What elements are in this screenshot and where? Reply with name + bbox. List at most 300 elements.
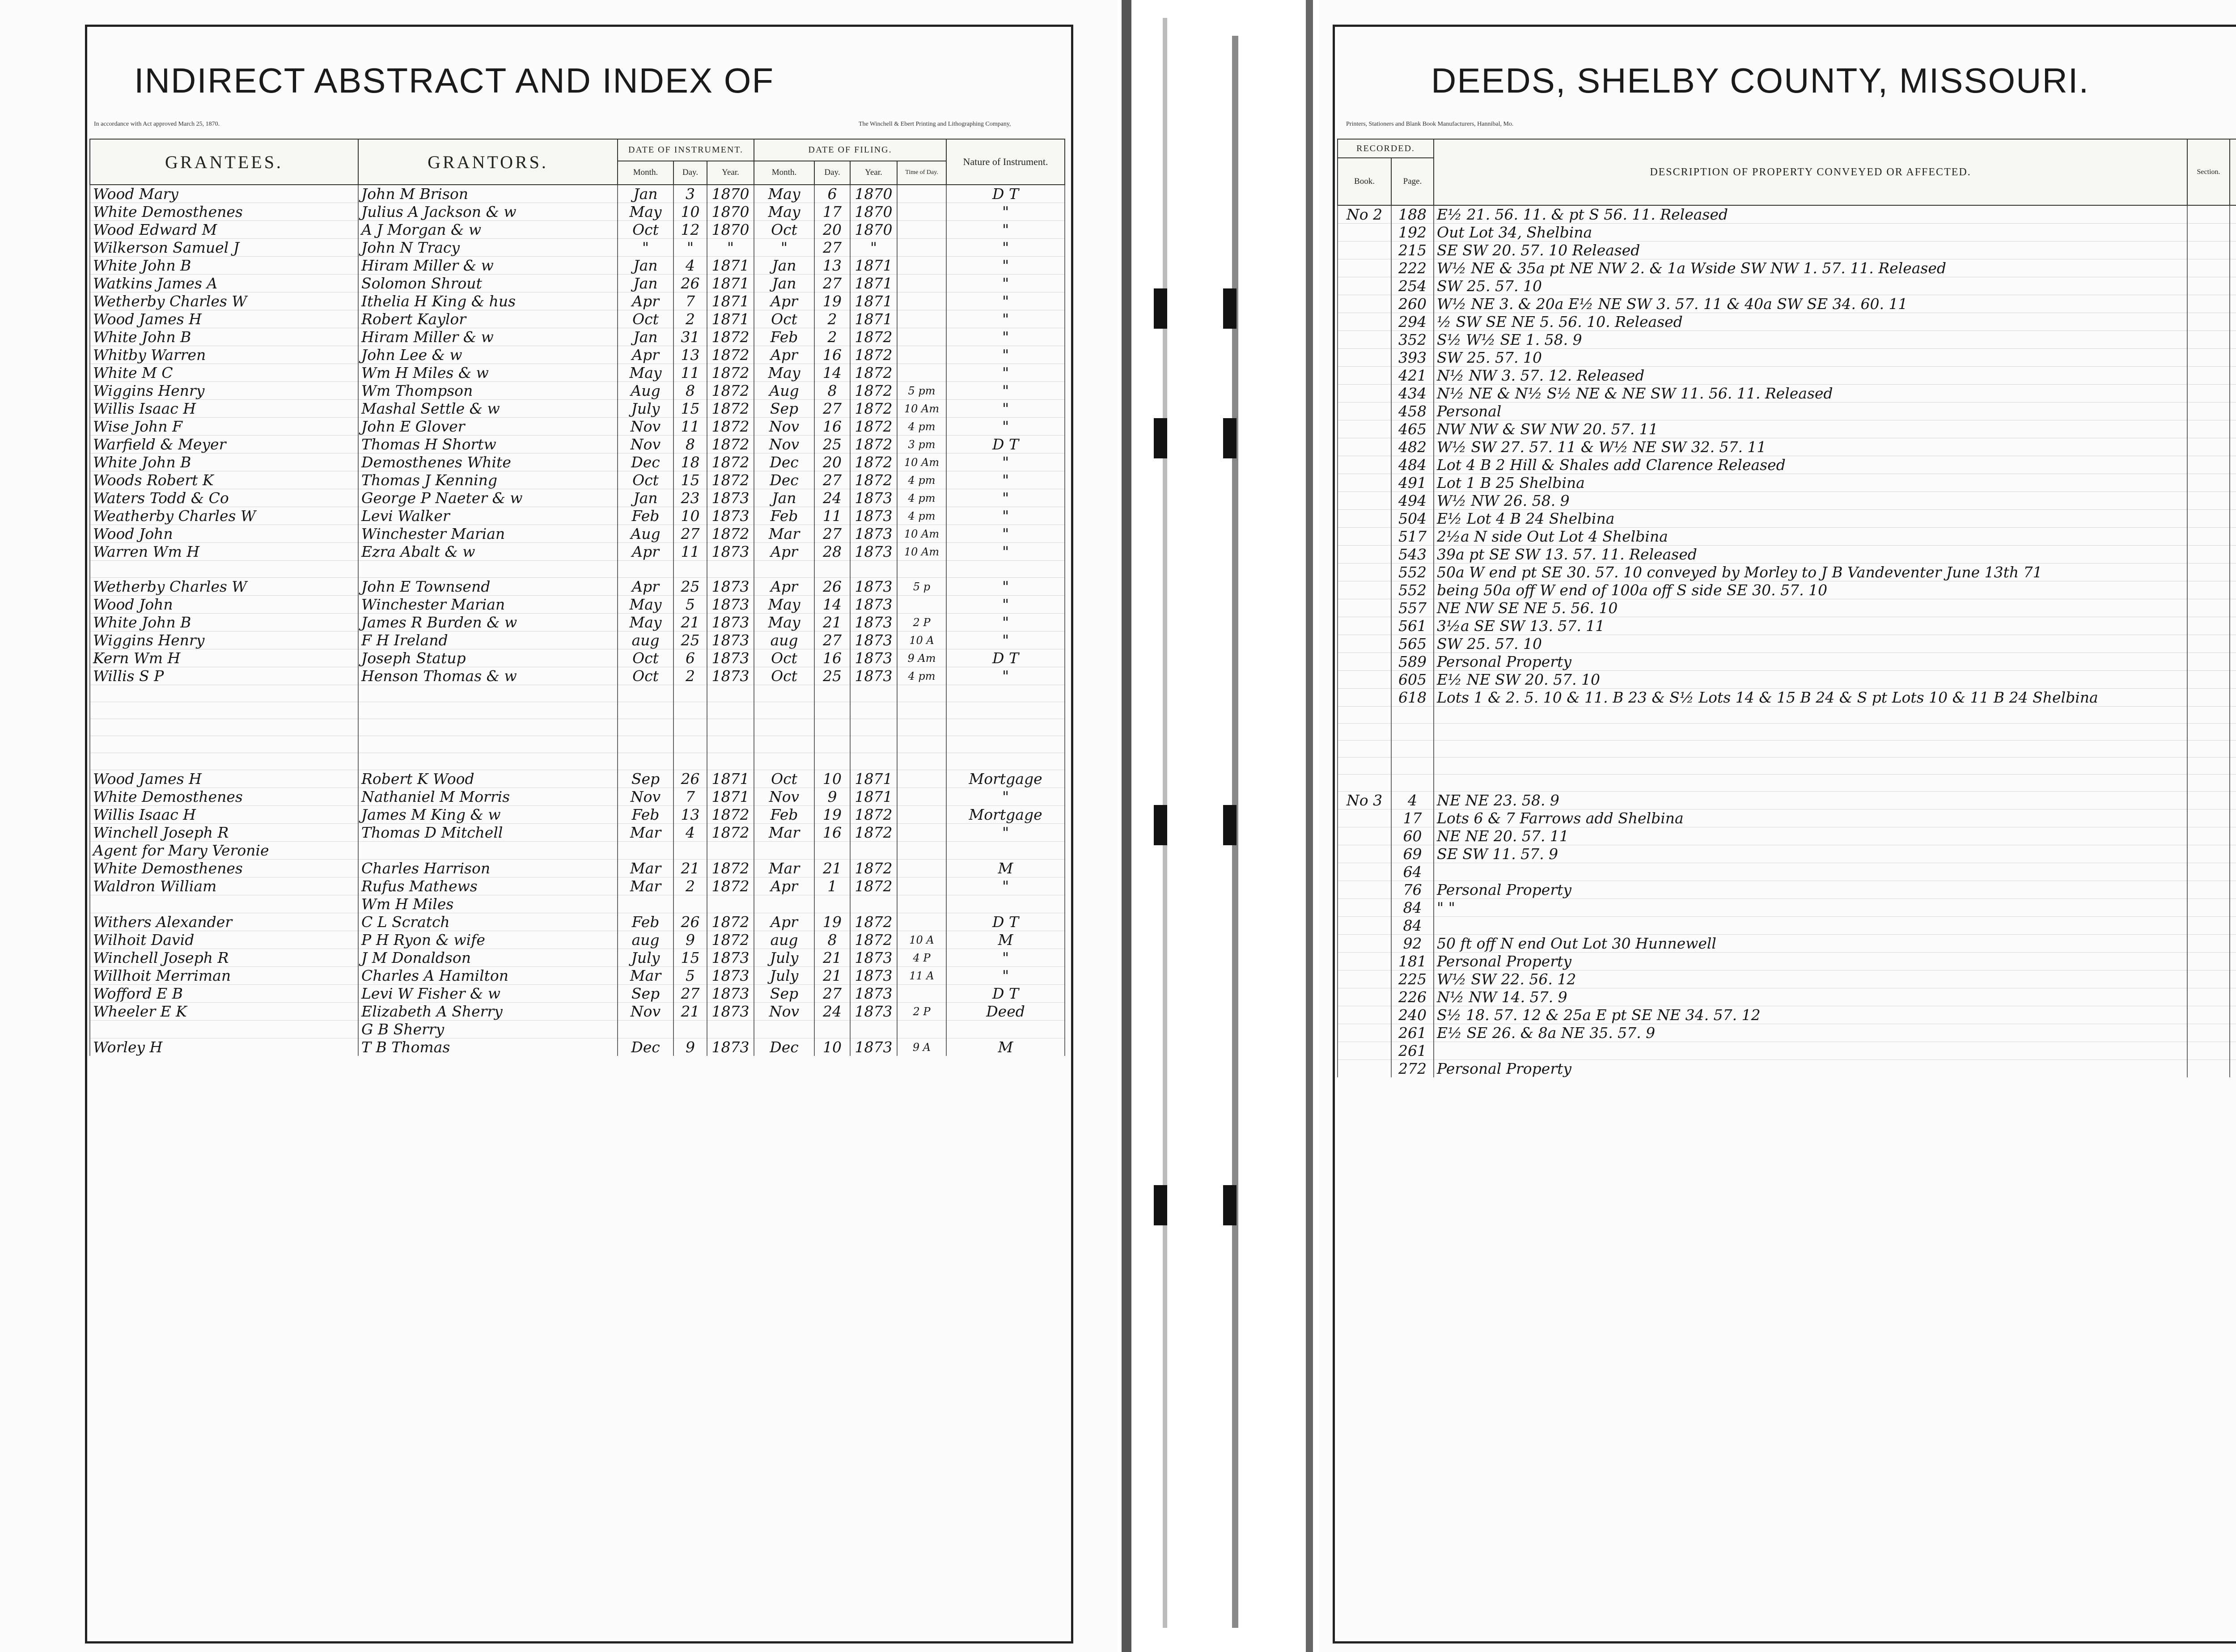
- table-row: [90, 702, 1065, 719]
- filing-month-cell: Dec: [754, 1038, 814, 1056]
- grantor-cell: Robert Kaylor: [358, 310, 618, 328]
- grantee-cell: Wheeler E K: [90, 1003, 358, 1021]
- time-of-day-cell: [897, 895, 946, 913]
- filing-month-cell: Nov: [754, 436, 814, 453]
- instrument-month-cell: Jan: [618, 257, 673, 275]
- book-cell: [1338, 1006, 1391, 1024]
- table-row: [1338, 402, 2236, 420]
- header-description: DESCRIPTION OF PROPERTY CONVEYED OR AFFECTED.: [1434, 139, 2187, 205]
- instrument-year-cell: [707, 561, 754, 578]
- instrument-day-cell: 26: [673, 275, 707, 292]
- instrument-day-cell: 23: [673, 489, 707, 507]
- section-cell: [2187, 863, 2230, 881]
- township-cell: [2230, 775, 2236, 792]
- description-cell: E½ 21. 56. 11. & pt S 56. 11. Released: [1434, 205, 2187, 224]
- description-cell: NW NW & SW NW 20. 57. 11: [1434, 420, 2187, 438]
- township-cell: [2230, 953, 2236, 970]
- table-row: [1338, 581, 2236, 599]
- filing-month-cell: Nov: [754, 418, 814, 436]
- act-note: In accordance with Act approved March 25, 1870.: [94, 121, 220, 127]
- grantee-cell: White John B: [90, 614, 358, 631]
- filing-year-cell: 1872: [850, 346, 897, 364]
- nature-cell: ": [946, 877, 1065, 895]
- instrument-year-cell: 1871: [707, 770, 754, 788]
- instrument-year-cell: 1872: [707, 860, 754, 877]
- instrument-year-cell: [707, 719, 754, 736]
- time-of-day-cell: [897, 310, 946, 328]
- filing-year-cell: ": [850, 239, 897, 257]
- page-cell: 494: [1391, 492, 1434, 510]
- table-row: [1338, 741, 2236, 758]
- time-of-day-cell: [897, 203, 946, 221]
- filing-year-cell: 1873: [850, 614, 897, 631]
- instrument-month-cell: [618, 685, 673, 702]
- instrument-year-cell: [707, 842, 754, 860]
- filing-day-cell: 26: [814, 578, 850, 596]
- filing-year-cell: [850, 895, 897, 913]
- filing-month-cell: [754, 842, 814, 860]
- table-row: [90, 824, 1065, 842]
- instrument-day-cell: [673, 561, 707, 578]
- nature-cell: ": [946, 967, 1065, 985]
- page-cell: 543: [1391, 546, 1434, 563]
- time-of-day-cell: 4 pm: [897, 418, 946, 436]
- section-cell: [2187, 528, 2230, 546]
- header-nature-of-instrument: Nature of Instrument.: [946, 139, 1065, 185]
- section-cell: [2187, 259, 2230, 277]
- township-cell: [2230, 758, 2236, 775]
- table-row: [90, 877, 1065, 895]
- right-ledger-body: [1338, 205, 2236, 1077]
- time-of-day-cell: [897, 985, 946, 1003]
- grantee-cell: Wetherby Charles W: [90, 578, 358, 596]
- book-cell: [1338, 899, 1391, 917]
- instrument-year-cell: 1872: [707, 346, 754, 364]
- instrument-year-cell: 1872: [707, 806, 754, 824]
- table-row: [1338, 653, 2236, 671]
- time-of-day-cell: 10 Am: [897, 453, 946, 471]
- book-cell: [1338, 528, 1391, 546]
- nature-cell: [946, 753, 1065, 770]
- table-row: [90, 436, 1065, 453]
- page-cell: 393: [1391, 349, 1434, 367]
- filing-month-cell: May: [754, 364, 814, 382]
- township-cell: [2230, 205, 2236, 224]
- instrument-day-cell: 7: [673, 292, 707, 310]
- nature-cell: ": [946, 949, 1065, 967]
- table-row: [90, 578, 1065, 596]
- instrument-year-cell: 1873: [707, 667, 754, 685]
- filing-month-cell: Feb: [754, 507, 814, 525]
- table-row: [1338, 1024, 2236, 1042]
- description-cell: 3½a SE SW 13. 57. 11: [1434, 617, 2187, 635]
- township-cell: [2230, 241, 2236, 259]
- section-cell: [2187, 671, 2230, 689]
- filing-year-cell: 1872: [850, 328, 897, 346]
- description-cell: S½ W½ SE 1. 58. 9: [1434, 331, 2187, 349]
- filing-day-cell: 25: [814, 436, 850, 453]
- section-cell: [2187, 295, 2230, 313]
- instrument-year-cell: [707, 1021, 754, 1038]
- table-row: [1338, 758, 2236, 775]
- table-row: [90, 860, 1065, 877]
- description-cell: NE NE 20. 57. 11: [1434, 827, 2187, 845]
- book-cell: [1338, 456, 1391, 474]
- table-row: [1338, 689, 2236, 707]
- instrument-year-cell: [707, 685, 754, 702]
- nature-cell: ": [946, 239, 1065, 257]
- filing-day-cell: 1: [814, 877, 850, 895]
- description-cell: Personal Property: [1434, 653, 2187, 671]
- instrument-day-cell: 11: [673, 543, 707, 561]
- section-cell: [2187, 758, 2230, 775]
- description-cell: being 50a off W end of 100a off S side SE 30. 57. 10: [1434, 581, 2187, 599]
- filing-month-cell: Sep: [754, 985, 814, 1003]
- instrument-year-cell: 1873: [707, 578, 754, 596]
- grantee-cell: Wood Mary: [90, 185, 358, 203]
- page-cell: [1391, 707, 1434, 724]
- filing-year-cell: 1870: [850, 203, 897, 221]
- book-cell: [1338, 313, 1391, 331]
- filing-year-cell: [850, 685, 897, 702]
- time-of-day-cell: [897, 561, 946, 578]
- instrument-year-cell: 1873: [707, 949, 754, 967]
- time-of-day-cell: [897, 185, 946, 203]
- filing-month-cell: [754, 685, 814, 702]
- table-row: [1338, 438, 2236, 456]
- grantor-cell: [358, 736, 618, 753]
- instrument-day-cell: 15: [673, 949, 707, 967]
- description-cell: N½ NW 3. 57. 12. Released: [1434, 367, 2187, 385]
- grantor-cell: Rufus Mathews: [358, 877, 618, 895]
- township-cell: [2230, 563, 2236, 581]
- page-cell: 192: [1391, 224, 1434, 241]
- page-cell: 561: [1391, 617, 1434, 635]
- nature-cell: ": [946, 364, 1065, 382]
- instrument-month-cell: Oct: [618, 649, 673, 667]
- nature-cell: ": [946, 310, 1065, 328]
- filing-month-cell: Nov: [754, 788, 814, 806]
- book-cell: No 3: [1338, 792, 1391, 809]
- township-cell: [2230, 970, 2236, 988]
- grantee-cell: Withers Alexander: [90, 913, 358, 931]
- description-cell: Lots 1 & 2. 5. 10 & 11. B 23 & S½ Lots 14 & 15 B 24 & S pt Lots 10 & 11 B 24 Shelbina: [1434, 689, 2187, 707]
- time-of-day-cell: [897, 877, 946, 895]
- table-row: [90, 685, 1065, 702]
- grantee-cell: [90, 895, 358, 913]
- nature-cell: [946, 736, 1065, 753]
- filing-day-cell: 21: [814, 967, 850, 985]
- grantor-cell: G B Sherry: [358, 1021, 618, 1038]
- instrument-year-cell: 1873: [707, 1038, 754, 1056]
- table-row: [90, 913, 1065, 931]
- table-row: [1338, 635, 2236, 653]
- nature-cell: ": [946, 257, 1065, 275]
- grantor-cell: James M King & w: [358, 806, 618, 824]
- filing-year-cell: 1873: [850, 596, 897, 614]
- book-cell: [1338, 402, 1391, 420]
- description-cell: SW 25. 57. 10: [1434, 349, 2187, 367]
- book-cell: [1338, 241, 1391, 259]
- instrument-year-cell: ": [707, 239, 754, 257]
- instrument-year-cell: [707, 753, 754, 770]
- instrument-year-cell: 1872: [707, 913, 754, 931]
- grantee-cell: White Demosthenes: [90, 203, 358, 221]
- grantee-cell: Willhoit Merriman: [90, 967, 358, 985]
- instrument-month-cell: Apr: [618, 543, 673, 561]
- table-row: [90, 770, 1065, 788]
- filing-day-cell: 14: [814, 596, 850, 614]
- township-cell: [2230, 809, 2236, 827]
- left-ledger-table: [89, 139, 1065, 1056]
- section-cell: [2187, 224, 2230, 241]
- filing-month-cell: Apr: [754, 346, 814, 364]
- time-of-day-cell: 3 pm: [897, 436, 946, 453]
- left-page-edge: [1122, 0, 1131, 1652]
- description-cell: 39a pt SE SW 13. 57. 11. Released: [1434, 546, 2187, 563]
- book-cell: [1338, 988, 1391, 1006]
- instrument-month-cell: Mar: [618, 877, 673, 895]
- instrument-month-cell: [618, 736, 673, 753]
- grantor-cell: Hiram Miller & w: [358, 328, 618, 346]
- book-cell: [1338, 917, 1391, 935]
- nature-cell: ": [946, 543, 1065, 561]
- filing-year-cell: [850, 842, 897, 860]
- section-cell: [2187, 970, 2230, 988]
- binding-mark: [1223, 418, 1237, 458]
- page-cell: 504: [1391, 510, 1434, 528]
- table-row: [90, 719, 1065, 736]
- instrument-month-cell: Nov: [618, 418, 673, 436]
- description-cell: ½ SW SE NE 5. 56. 10. Released: [1434, 313, 2187, 331]
- instrument-month-cell: [618, 842, 673, 860]
- filing-year-cell: 1873: [850, 667, 897, 685]
- table-row: [90, 1038, 1065, 1056]
- table-row: [90, 489, 1065, 507]
- book-cell: [1338, 775, 1391, 792]
- header-time-of-day: Time of Day.: [897, 161, 946, 185]
- township-cell: [2230, 935, 2236, 953]
- filing-day-cell: 28: [814, 543, 850, 561]
- section-cell: [2187, 1024, 2230, 1042]
- description-cell: 50a W end pt SE 30. 57. 10 conveyed by Morley to J B Vandeventer June 13th 71: [1434, 563, 2187, 581]
- nature-cell: ": [946, 203, 1065, 221]
- table-row: [1338, 827, 2236, 845]
- table-row: [90, 328, 1065, 346]
- page-cell: 92: [1391, 935, 1434, 953]
- table-row: [90, 203, 1065, 221]
- filing-month-cell: Oct: [754, 667, 814, 685]
- section-cell: [2187, 474, 2230, 492]
- section-cell: [2187, 492, 2230, 510]
- instrument-day-cell: 26: [673, 913, 707, 931]
- filing-day-cell: 2: [814, 328, 850, 346]
- filing-month-cell: Jan: [754, 257, 814, 275]
- filing-year-cell: [850, 719, 897, 736]
- table-row: [1338, 707, 2236, 724]
- filing-day-cell: 27: [814, 239, 850, 257]
- book-cell: [1338, 259, 1391, 277]
- filing-year-cell: 1873: [850, 949, 897, 967]
- filing-month-cell: Jan: [754, 275, 814, 292]
- time-of-day-cell: [897, 364, 946, 382]
- township-cell: [2230, 510, 2236, 528]
- nature-cell: D T: [946, 913, 1065, 931]
- grantee-cell: Wood James H: [90, 310, 358, 328]
- filing-year-cell: 1873: [850, 985, 897, 1003]
- filing-year-cell: 1873: [850, 649, 897, 667]
- instrument-day-cell: 5: [673, 596, 707, 614]
- filing-day-cell: 16: [814, 418, 850, 436]
- nature-cell: ": [946, 453, 1065, 471]
- filing-year-cell: 1871: [850, 257, 897, 275]
- page-cell: 421: [1391, 367, 1434, 385]
- filing-day-cell: 27: [814, 525, 850, 543]
- filing-month-cell: Feb: [754, 806, 814, 824]
- header-date-of-filing: DATE OF FILING.: [754, 139, 946, 161]
- table-row: [1338, 935, 2236, 953]
- header-page: Page.: [1391, 158, 1434, 205]
- page-cell: 484: [1391, 456, 1434, 474]
- township-cell: [2230, 546, 2236, 563]
- table-row: [90, 221, 1065, 239]
- instrument-month-cell: Oct: [618, 310, 673, 328]
- table-row: [1338, 845, 2236, 863]
- instrument-month-cell: Feb: [618, 507, 673, 525]
- instrument-month-cell: Dec: [618, 1038, 673, 1056]
- township-cell: [2230, 420, 2236, 438]
- nature-cell: [946, 702, 1065, 719]
- nature-cell: ": [946, 400, 1065, 418]
- table-row: [1338, 456, 2236, 474]
- instrument-year-cell: 1870: [707, 185, 754, 203]
- page-cell: 84: [1391, 899, 1434, 917]
- table-row: [90, 346, 1065, 364]
- time-of-day-cell: [897, 719, 946, 736]
- filing-day-cell: 16: [814, 824, 850, 842]
- instrument-month-cell: July: [618, 949, 673, 967]
- book-cell: [1338, 277, 1391, 295]
- book-cell: [1338, 827, 1391, 845]
- filing-month-cell: Jan: [754, 489, 814, 507]
- instrument-month-cell: Oct: [618, 221, 673, 239]
- grantor-cell: J M Donaldson: [358, 949, 618, 967]
- grantor-cell: Charles Harrison: [358, 860, 618, 877]
- grantee-cell: Winchell Joseph R: [90, 824, 358, 842]
- description-cell: Out Lot 34, Shelbina: [1434, 224, 2187, 241]
- instrument-year-cell: 1873: [707, 507, 754, 525]
- instrument-day-cell: 31: [673, 328, 707, 346]
- filing-day-cell: 21: [814, 614, 850, 631]
- filing-year-cell: 1872: [850, 418, 897, 436]
- table-row: [90, 507, 1065, 525]
- page-cell: 261: [1391, 1042, 1434, 1060]
- instrument-month-cell: Apr: [618, 578, 673, 596]
- binding-mark: [1223, 288, 1237, 329]
- nature-cell: D T: [946, 185, 1065, 203]
- instrument-day-cell: 27: [673, 985, 707, 1003]
- filing-year-cell: 1871: [850, 275, 897, 292]
- instrument-month-cell: ": [618, 239, 673, 257]
- instrument-month-cell: Mar: [618, 860, 673, 877]
- filing-day-cell: [814, 702, 850, 719]
- instrument-day-cell: 25: [673, 578, 707, 596]
- nature-cell: ": [946, 275, 1065, 292]
- table-row: [1338, 1042, 2236, 1060]
- nature-cell: ": [946, 824, 1065, 842]
- table-row: [1338, 224, 2236, 241]
- section-cell: [2187, 1006, 2230, 1024]
- table-row: [90, 736, 1065, 753]
- grantor-cell: Julius A Jackson & w: [358, 203, 618, 221]
- grantor-cell: John E Townsend: [358, 578, 618, 596]
- instrument-year-cell: 1870: [707, 203, 754, 221]
- book-cell: [1338, 653, 1391, 671]
- page-cell: 272: [1391, 1060, 1434, 1078]
- header-filing-year: Year.: [850, 161, 897, 185]
- township-cell: [2230, 331, 2236, 349]
- table-row: [1338, 881, 2236, 899]
- section-cell: [2187, 707, 2230, 724]
- description-cell: E½ Lot 4 B 24 Shelbina: [1434, 510, 2187, 528]
- section-cell: [2187, 827, 2230, 845]
- instrument-month-cell: Apr: [618, 292, 673, 310]
- table-row: [90, 453, 1065, 471]
- instrument-month-cell: Mar: [618, 967, 673, 985]
- book-cell: [1338, 935, 1391, 953]
- grantee-cell: [90, 1021, 358, 1038]
- filing-year-cell: 1870: [850, 221, 897, 239]
- book-cell: [1338, 563, 1391, 581]
- filing-month-cell: Nov: [754, 1003, 814, 1021]
- section-cell: [2187, 510, 2230, 528]
- filing-month-cell: Aug: [754, 382, 814, 400]
- township-cell: [2230, 1060, 2236, 1078]
- description-cell: N½ NE & N½ S½ NE & NE SW 11. 56. 11. Released: [1434, 385, 2187, 402]
- grantee-cell: [90, 561, 358, 578]
- page-cell: [1391, 741, 1434, 758]
- time-of-day-cell: 11 A: [897, 967, 946, 985]
- instrument-day-cell: 15: [673, 471, 707, 489]
- township-cell: [2230, 438, 2236, 456]
- grantee-cell: Wood John: [90, 525, 358, 543]
- binding-mark: [1223, 805, 1237, 845]
- grantor-cell: Nathaniel M Morris: [358, 788, 618, 806]
- instrument-month-cell: [618, 719, 673, 736]
- township-cell: [2230, 988, 2236, 1006]
- book-cell: [1338, 863, 1391, 881]
- instrument-day-cell: 4: [673, 257, 707, 275]
- description-cell: W½ SW 22. 56. 12: [1434, 970, 2187, 988]
- filing-year-cell: 1870: [850, 185, 897, 203]
- instrument-year-cell: 1871: [707, 788, 754, 806]
- township-cell: [2230, 528, 2236, 546]
- time-of-day-cell: [897, 257, 946, 275]
- table-row: [90, 631, 1065, 649]
- table-row: [90, 239, 1065, 257]
- time-of-day-cell: 4 pm: [897, 489, 946, 507]
- instrument-day-cell: 8: [673, 436, 707, 453]
- filing-year-cell: 1872: [850, 913, 897, 931]
- filing-month-cell: Sep: [754, 400, 814, 418]
- filing-year-cell: [850, 753, 897, 770]
- grantee-cell: Weatherby Charles W: [90, 507, 358, 525]
- table-row: [90, 753, 1065, 770]
- nature-cell: Mortgage: [946, 770, 1065, 788]
- time-of-day-cell: 5 pm: [897, 382, 946, 400]
- instrument-day-cell: 6: [673, 649, 707, 667]
- page-cell: 64: [1391, 863, 1434, 881]
